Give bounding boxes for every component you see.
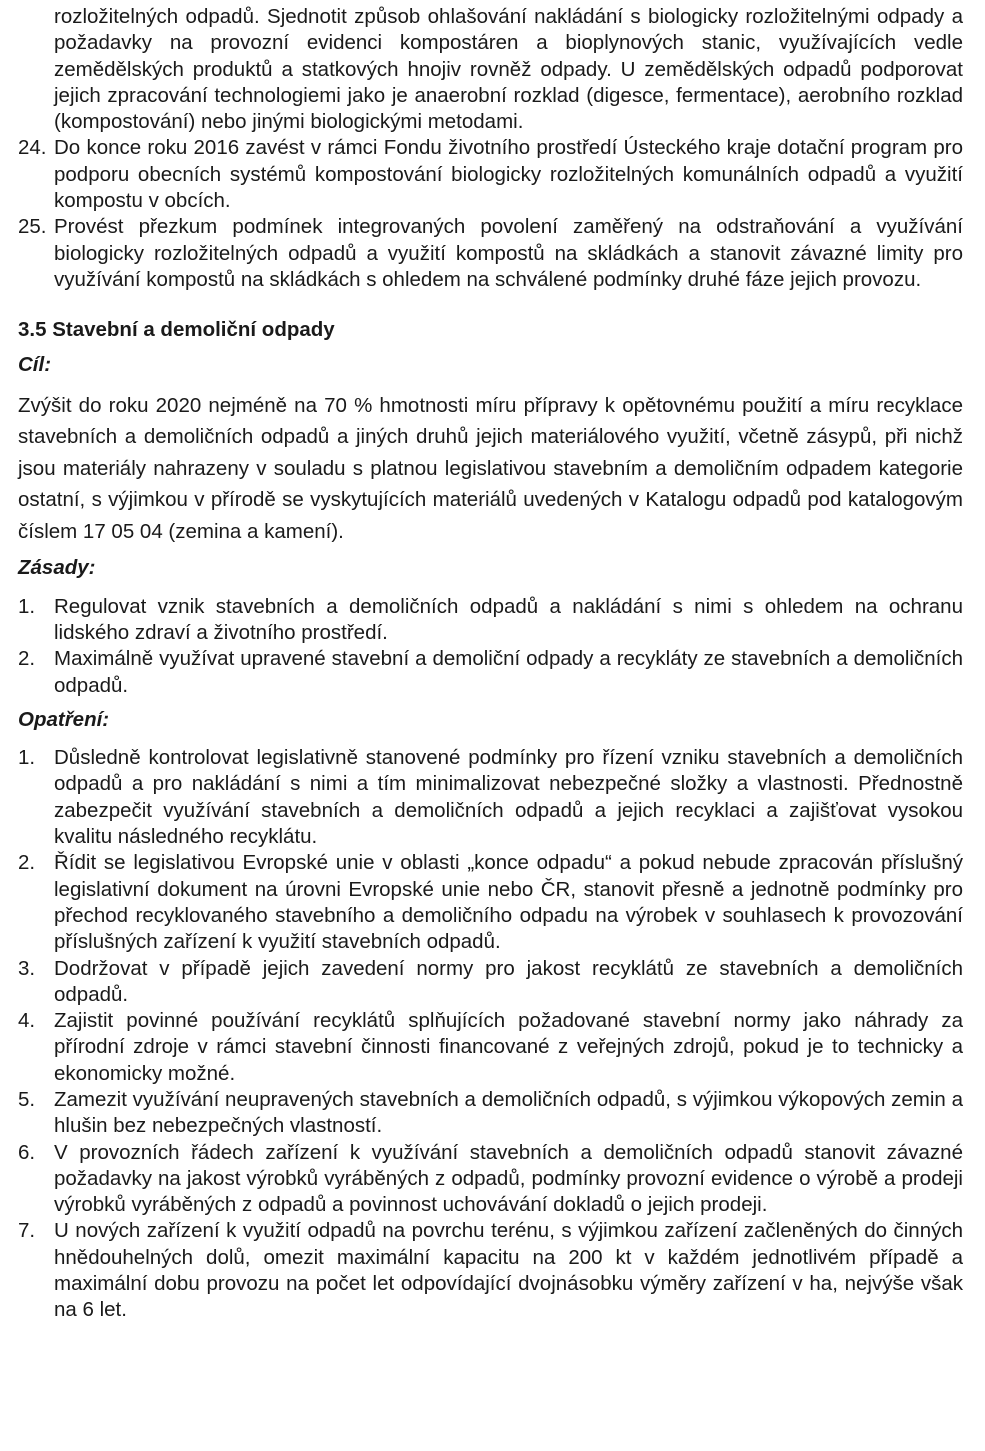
- list-item: [18, 214, 963, 293]
- principle-item: [18, 646, 963, 699]
- goal-text: Zvýšit do roku 2020 nejméně na 70 % hmotnosti míru přípravy k opětovnému použití a míru recyklace stavebních a demoličních odpadů a jiných druhů jejich materiálového využití, včetně zásypů, při nichž jsou materiály nahrazeny v souladu s platnou legislativou stavebním a demoličním odpadem kategorie ostatní, s výjimkou v přírodě se vyskytujících materiálů uvedených v Katalogu odpadů pod katalogovým číslem 17 05 04 (zemina a kamení).: [18, 393, 963, 543]
- item-text: Provést přezkum podmínek integrovaných povolení zaměřený na odstraňování a využívání biologicky rozložitelných odpadů a využití kompostů na skládkách a stanovit závazné limity pro využívání kompostů na skládkách s ohledem na schválené podmínky druhé fáze jejich provozu.: [54, 215, 963, 291]
- item-number: 1.: [18, 594, 36, 618]
- item-number: 25.: [18, 215, 47, 239]
- section-title: 3.5 Stavební a demoliční odpady: [18, 318, 335, 342]
- measure-item: [18, 745, 963, 850]
- item-number: 1.: [18, 746, 36, 770]
- item-text: Řídit se legislativou Evropské unie v oblasti „konce odpadu“ a pokud nebude zpracován příslušný legislativní dokument na úrovni Evropské unie nebo ČR, stanovit přesně a jednotně podmínky pro přechod recyklovaného stavebního a demoličního odpadu na výrobek v souhlasech k provozování příslušných zařízení k využití stavebních odpadů.: [54, 851, 963, 954]
- item-number: 2.: [18, 647, 36, 671]
- item-text: Do konce roku 2016 zavést v rámci Fondu životního prostředí Ústeckého kraje dotační program pro podporu obecních systémů kompostování biologicky rozložitelných komunálních odpadů a využití kompostu v obcích.: [54, 136, 963, 213]
- item-number: 5.: [18, 1088, 36, 1111]
- goal-label: Cíl:: [18, 352, 52, 376]
- principle-item: [18, 594, 963, 647]
- measure-item: [18, 1218, 963, 1323]
- item-text: U nových zařízení k využití odpadů na povrchu terénu, s výjimkou zařízení začleněných do činných hnědouhelných dolů, omezit maximální kapacitu na 200 kt v každém jednotlivém případě a maximální dobu provozu na počet let odpovídající dvojnásobku výměry zařízení v ha, nejvýše však na 6 let.: [54, 1219, 963, 1322]
- item-text: Regulovat vznik stavebních a demoličních odpadů a nakládání s nimi s ohledem na ochranu lidského zdraví a životního prostředí.: [54, 594, 963, 644]
- item-text: Maximálně využívat upravené stavební a demoliční odpady a recykláty ze stavebních a demoličních odpadů.: [54, 647, 963, 697]
- measure-item: [18, 1087, 963, 1140]
- measures-label: Opatření:: [18, 707, 110, 731]
- item-number: 4.: [18, 1009, 36, 1033]
- item-number: 2.: [18, 851, 36, 875]
- item-text: Dodržovat v případě jejich zavedení normy pro jakost recyklátů ze stavebních a demoličních odpadů.: [54, 956, 963, 1006]
- item-text: Zamezit využívání neupravených stavebních a demoličních odpadů, s výjimkou výkopových zemin a hlušin bez nebezpečných vlastností.: [54, 1088, 963, 1138]
- item-number: 7.: [18, 1219, 36, 1243]
- item-number: 6.: [18, 1140, 36, 1164]
- intro-continuation: rozložitelných odpadů. Sjednotit způsob ohlašování nakládání s biologicky rozložitelnými odpady a požadavky na provozní evidenci kompostáren a bioplynových stanic, využívajících vedle zemědělských produktů a statkových hnojiv rovněž odpady. U zemědělských odpadů podporovat jejich zpracování technologiemi jako je anaerobní rozklad (digesce, fermentace), aerobního rozklad (kompostování) nebo jinými biologickými metodami.: [54, 5, 963, 134]
- item-text: V provozních řádech zařízení k využívání stavebních a demoličních odpadů stanovit závazné požadavky na jakost výrobků vyráběných z odpadů, podmínky provozní evidence o výrobě a prodeji výrobků vyráběných z odpadů a povinnost uchovávání dokladů o jejich prodeji.: [54, 1140, 963, 1217]
- measure-item: [18, 850, 963, 955]
- principles-label: Zásady:: [18, 556, 96, 580]
- measure-item: [18, 1140, 963, 1219]
- list-item: [18, 135, 963, 214]
- item-number: 24.: [18, 136, 47, 160]
- measure-item: [18, 956, 963, 1009]
- item-number: 3.: [18, 956, 36, 980]
- item-text: Zajistit povinné používání recyklátů splňujících požadované stavební normy jako náhrady za přírodní zdroje v rámci stavební činnosti financované z veřejných zdrojů, pokud je to technicky a ekonomicky možné.: [54, 1009, 963, 1085]
- item-text: Důsledně kontrolovat legislativně stanovené podmínky pro řízení vzniku stavebních a demoličních odpadů a pro nakládání s nimi a tím minimalizovat nebezpečné složky a vlastnosti. Přednostně zabezpečit využívání stavebních a demoličních odpadů a jejich recyklaci a zajišťovat vysokou kvalitu následného recyklátu.: [54, 746, 963, 849]
- measure-item: [18, 1008, 963, 1087]
